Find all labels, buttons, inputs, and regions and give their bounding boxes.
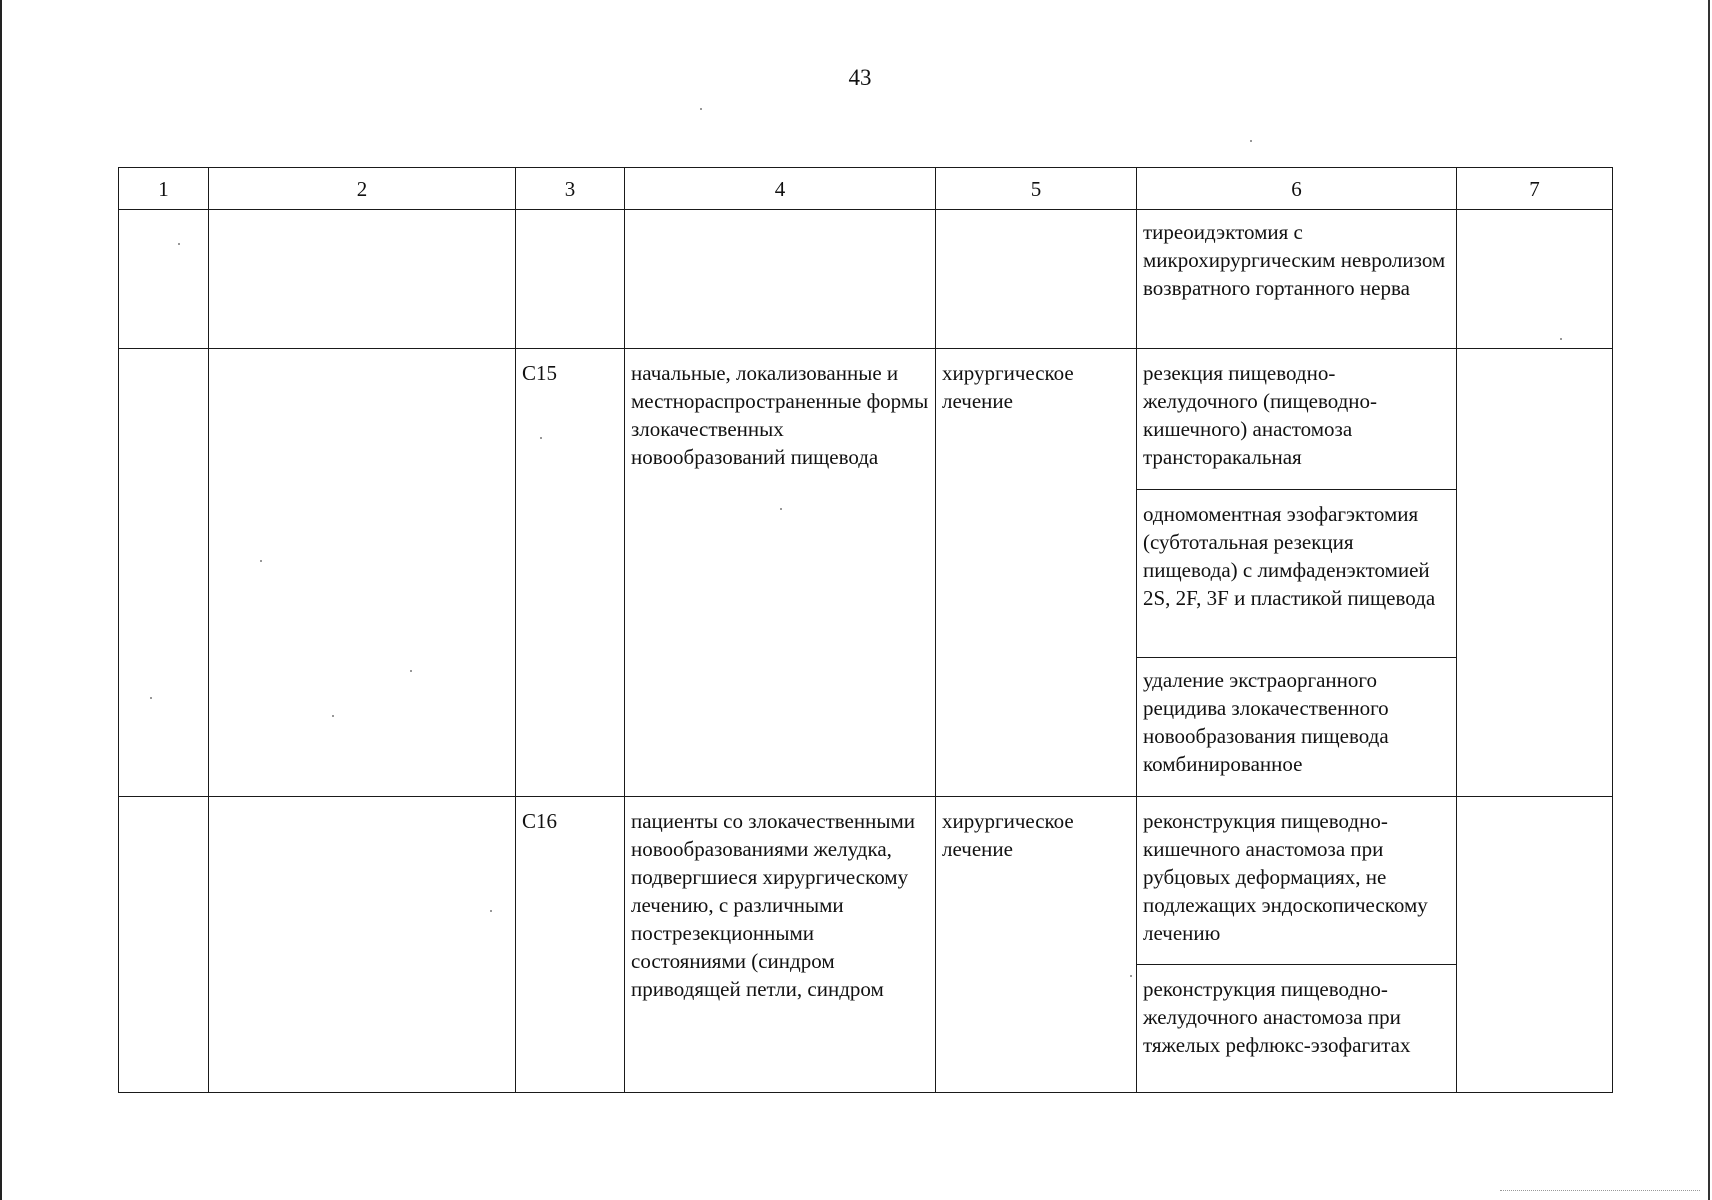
method-cell (1137, 210, 1457, 349)
patient-model-cell (625, 797, 936, 1093)
header-row (119, 168, 1613, 210)
icd-code-cell (516, 797, 625, 1093)
treatment-method-text: удаление экстраорганного рецидива злокачественного новообразования пищевода комбинированное (1143, 668, 1389, 776)
table-row (119, 349, 1613, 490)
column-header: 2 (209, 168, 516, 210)
table-cell (119, 210, 209, 349)
method-cell (1137, 797, 1457, 965)
scan-speck (178, 243, 180, 245)
treatment-method-text: одномоментная эзофагэктомия (субтотальная резекция пищевода) с лимфаденэктомией 2S, 2F, 3F и пластикой пищевода (1143, 502, 1436, 610)
column-header: 4 (625, 168, 936, 210)
treatment-method-text: реконструкция пищеводно-кишечного анастомоза при рубцовых деформациях, не подлежащих эндоскопическому лечению (1143, 809, 1428, 945)
treatment-type-cell (936, 349, 1137, 797)
scan-speck (1560, 338, 1562, 340)
table-row (119, 797, 1613, 965)
scan-speck (700, 108, 702, 110)
column-header: 7 (1457, 168, 1613, 210)
patient-model-text: начальные, локализованные и местнораспространенные формы злокачественных новообразований пищевода (631, 361, 929, 469)
column-header: 1 (119, 168, 209, 210)
scan-speck (780, 508, 782, 510)
page-number: 43 (848, 65, 872, 90)
scan-right-edge (1708, 0, 1710, 1200)
treatment-type-text: хирургическое лечение (942, 809, 1074, 861)
scan-speck (490, 910, 492, 912)
table-cell (119, 797, 209, 1093)
scan-speck (1250, 140, 1252, 142)
treatment-type-text: хирургическое лечение (942, 361, 1074, 413)
column-header: 3 (516, 168, 625, 210)
scan-speck (1130, 975, 1132, 977)
scan-left-edge (0, 0, 2, 1200)
scan-speck (410, 670, 412, 672)
patient-model-cell (625, 349, 936, 797)
patient-model-text: пациенты со злокачественными новообразованиями желудка, подвергшиеся хирургическому лечению, с различными пострезекционными состояниями (синдром приводящей петли, синдром (631, 809, 915, 1001)
treatment-method-text: резекция пищеводно-желудочного (пищеводно-кишечного) анастомоза трансторакальная (1143, 361, 1378, 469)
column-header: 6 (1137, 168, 1457, 210)
table-cell (209, 210, 516, 349)
scan-speck (332, 715, 334, 717)
column-header: 5 (936, 168, 1137, 210)
method-cell (1137, 349, 1457, 490)
table-cell (1457, 210, 1613, 349)
treatment-method-text: реконструкция пищеводно-желудочного анастомоза при тяжелых рефлюкс-эзофагитах (1143, 977, 1411, 1057)
table-cell (1457, 349, 1613, 797)
treatment-method-text: тиреоидэктомия с микрохирургическим невролизом возвратного гортанного нерва (1143, 220, 1446, 300)
scan-speck (540, 437, 542, 439)
scan-dotted-line (1500, 1190, 1700, 1192)
table-row (119, 210, 1613, 349)
scan-speck (260, 560, 262, 562)
table-cell (936, 210, 1137, 349)
method-cell (1137, 965, 1457, 1093)
main-table (118, 167, 1613, 1093)
table-cell (625, 210, 936, 349)
table-cell (209, 797, 516, 1093)
method-cell (1137, 490, 1457, 658)
table-cell (119, 349, 209, 797)
table-cell (1457, 797, 1613, 1093)
icd-code-cell (516, 349, 625, 797)
icd-code-text: С16 (522, 809, 558, 833)
scan-speck (150, 697, 152, 699)
icd-code-text: С15 (522, 361, 558, 385)
table-cell (209, 349, 516, 797)
table-cell (516, 210, 625, 349)
treatment-type-cell (936, 797, 1137, 1093)
method-cell (1137, 658, 1457, 797)
